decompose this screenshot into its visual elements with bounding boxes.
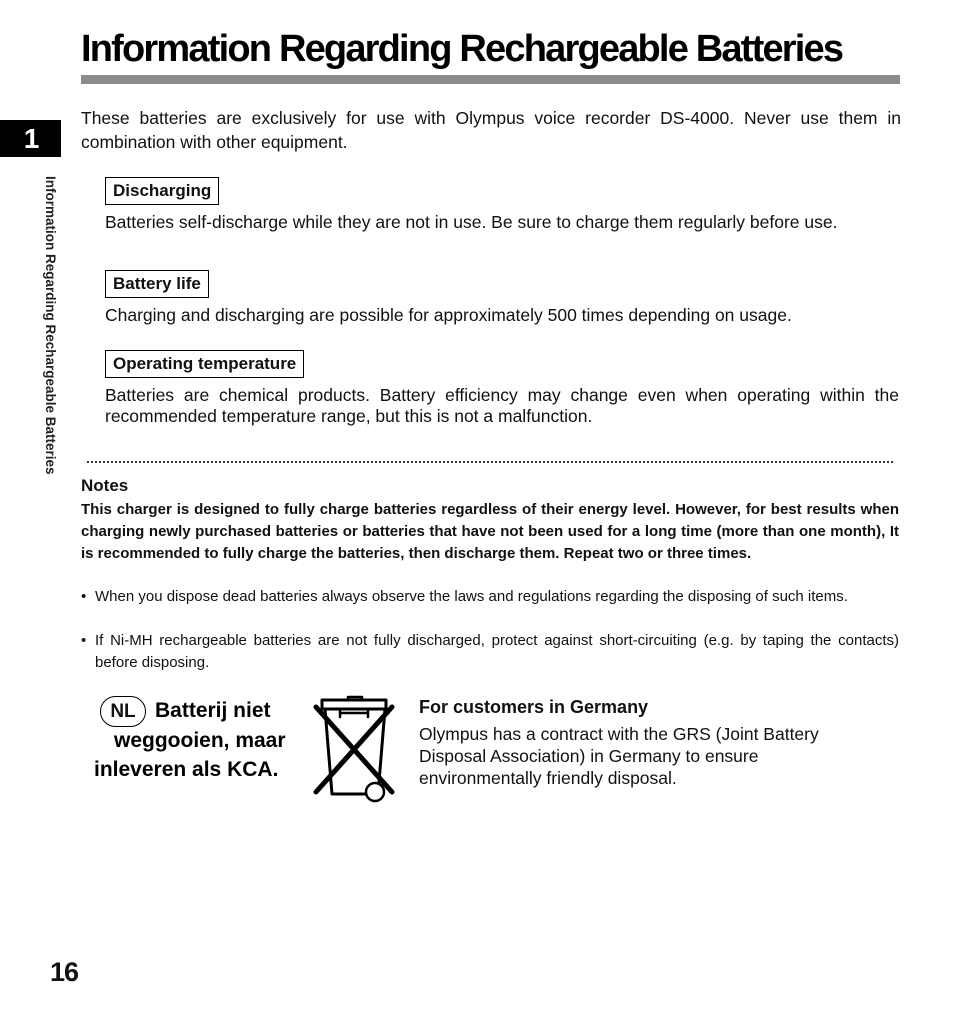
germany-text: Olympus has a contract with the GRS (Joint Battery Disposal Association) in Germany to ensure environmentally friendly disposal. — [419, 724, 819, 788]
nl-line-1: Batterij niet — [155, 699, 271, 722]
crossed-out-wheelie-bin-icon — [308, 694, 400, 806]
text-battery-life: Charging and discharging are possible for approximately 500 times depending on usage. — [105, 305, 792, 325]
text-discharging: Batteries self-discharge while they are not in use. Be sure to charge them regularly before use. — [105, 212, 838, 232]
bullet-dot: • — [81, 588, 87, 605]
nl-line-3: inleveren als KCA. — [94, 758, 279, 781]
notes-bold-text: This charger is designed to fully charge batteries regardless of their energy level. However, for best results when charging newly purchased batteries or batteries that have not been used for a long time (more than one month), It is recommended to fully charge the batteries, then discharge them. Repeat two or three times. — [81, 501, 899, 562]
bullet-text: When you dispose dead batteries always observe the laws and regulations regarding the disposing of such items. — [95, 588, 848, 605]
nl-disposal-notice — [92, 696, 332, 796]
text-operating-temperature: Batteries are chemical products. Battery efficiency may change even when operating within the recommended temperature range, but this is not a malfunction. — [105, 385, 899, 426]
side-section-label: Information Regarding Rechargeable Batteries — [43, 176, 58, 475]
dotted-divider — [87, 461, 893, 463]
nl-line-2: weggooien, maar — [114, 729, 286, 752]
heading-operating-temperature: Operating temperature — [105, 350, 304, 378]
notes-bullet — [81, 630, 899, 673]
bullet-dot: • — [81, 632, 87, 649]
germany-title: For customers in Germany — [419, 697, 649, 717]
page-title: Information Regarding Rechargeable Batteries — [81, 28, 843, 70]
heading-discharging: Discharging — [105, 177, 219, 205]
page-number: 16 — [50, 957, 79, 987]
chapter-tab — [0, 120, 61, 157]
intro-paragraph: These batteries are exclusively for use with Olympus voice recorder DS-4000. Never use them in combination with other equipment. — [81, 108, 901, 152]
notes-bullet — [81, 586, 899, 608]
bullet-text: If Ni-MH rechargeable batteries are not fully discharged, protect against short-circuiting (e.g. by taping the contacts) before disposing. — [95, 632, 899, 671]
chapter-number: 1 — [23, 123, 40, 154]
title-underline-bar — [81, 75, 900, 84]
heading-battery-life: Battery life — [105, 270, 209, 298]
nl-country-badge: NL — [100, 696, 146, 727]
notes-title: Notes — [81, 476, 129, 495]
